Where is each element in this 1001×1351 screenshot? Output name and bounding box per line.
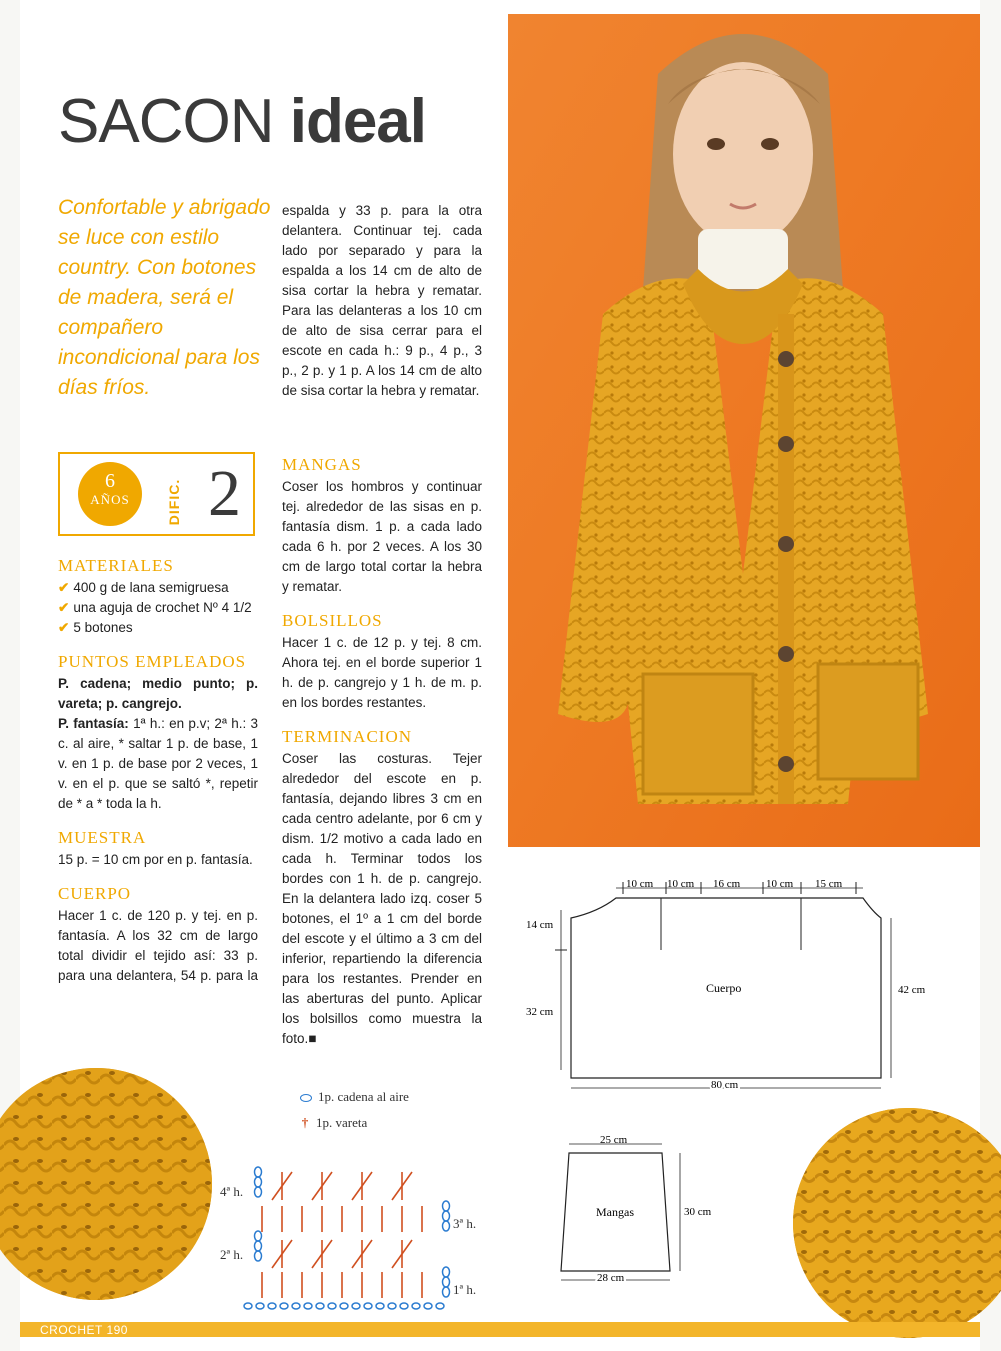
check-icon: ✔ [58, 620, 70, 635]
cuerpo-heading: CUERPO [58, 884, 132, 903]
intro-text: Confortable y abrigado se luce con estilo country. Con botones de madera, será el compañero incondicional para los días fríos. [58, 196, 271, 399]
puntos-basic: P. cadena; medio punto; p. vareta; p. cangrejo. [58, 676, 258, 711]
stitch-legend [300, 1086, 409, 1138]
cuerpo-label: Cuerpo [706, 981, 742, 995]
top-measure-1: 10 cm [626, 878, 654, 890]
puntos-fantasia [58, 714, 258, 814]
row-4-label: 4ª h. [220, 1184, 244, 1199]
title-bold: ideal [289, 87, 427, 156]
material-item: ✔ una aguja de crochet Nº 4 1/2 [58, 600, 252, 615]
age-unit: AÑOS [90, 492, 130, 507]
top-measure-5: 15 cm [815, 878, 843, 890]
cuerpo-continued: espalda y 33 p. para la otra delantera. Continuar tej. cada lado por separado y para la espalda a los 14 cm de alto de sisa cortar la hebra y rematar. Para las delanteras a los 10 cm de alto de sisa cerrar para el escote en cada h.: 9 p., 4 p., 3 p., 2 p. y 1 p. A los 14 cm de alto de sisa cortar la hebra y rematar. [282, 203, 482, 398]
terminacion-heading: TERMINACION [282, 727, 412, 746]
material-item: ✔ 5 botones [58, 620, 133, 635]
page-title [58, 86, 426, 157]
mangas-side-measure: 30 cm [684, 1206, 712, 1218]
model-photo [508, 14, 980, 847]
difficulty-label: DIFIC. [166, 478, 182, 526]
cuerpo-text: Hacer 1 c. de 120 p. y tej. en p. fantasía. A los 32 cm de largo total dividir el tejido así: 33 p. para una delantera, 54 p. para la [58, 908, 258, 983]
check-icon: ✔ [58, 580, 70, 595]
vareta-stitch-icon: † [301, 1115, 309, 1130]
chain-stitches [244, 1167, 450, 1309]
footer-bar [20, 1322, 980, 1337]
fantasia-text: 1ª h.: en p.v; 2ª h.: 3 c. al aire, * saltar 1 p. de base, 1 v. en 1 p. de base por 2 veces, 1 v. en el p. que se saltó *, repetir de * a * toda la h. [58, 716, 258, 811]
mangas-heading: MANGAS [282, 455, 362, 474]
materiales-heading: MATERIALES [58, 556, 174, 575]
left-bottom-measure: 32 cm [526, 1006, 554, 1018]
row-1-label: 1ª h. [453, 1282, 477, 1297]
fantasia-label: P. fantasía: [58, 716, 129, 731]
muestra-text: 15 p. = 10 cm por en p. fantasía. [58, 852, 253, 867]
mangas-label: Mangas [596, 1205, 634, 1219]
difficulty-badge [58, 452, 255, 536]
right-measure: 42 cm [898, 984, 926, 996]
age-circle [78, 462, 142, 526]
vareta-stitches [262, 1172, 422, 1298]
row-2-label: 2ª h. [220, 1247, 244, 1262]
mangas-top-measure: 25 cm [600, 1134, 628, 1146]
left-top-measure: 14 cm [526, 919, 554, 931]
photo-illustration [508, 14, 980, 847]
bolsillos-text: Hacer 1 c. de 12 p. y tej. 8 cm. Ahora tej. en el borde superior 1 h. de p. cangrejo y 1 h. de m. p. en los bordes restantes. [282, 635, 482, 710]
age-number: 6 [105, 470, 115, 492]
footer-text: CROCHET 190 [40, 1323, 128, 1337]
puntos-heading: PUNTOS EMPLEADOS [58, 652, 247, 671]
muestra-heading: MUESTRA [58, 828, 147, 847]
row-3-label: 3ª h. [453, 1216, 477, 1231]
top-measure-3: 16 cm [713, 878, 741, 890]
mangas-bottom-measure: 28 cm [597, 1272, 625, 1284]
top-measure-4: 10 cm [766, 878, 794, 890]
title-light: SACON [58, 87, 274, 156]
material-item: ✔ 400 g de lana semigruesa [58, 580, 229, 595]
column-left [58, 556, 258, 986]
chain-stitch-icon [300, 1094, 312, 1102]
bolsillos-heading: BOLSILLOS [282, 611, 383, 630]
check-icon: ✔ [58, 600, 70, 615]
terminacion-text: Coser las costuras. Tejer alrededor del escote en p. fantasía, dejando libres 3 cm en cada centro adelante, por 6 cm y dism. 1/2 motivo a cada lado en cada h. Terminar todos los bordes con 1 h. de p. cangrejo. En la delantera lado izq. coser 5 botones, el 1º a 1 cm del borde del escote y el último a 3 cm del inferior, repartiendo la diferencia para los restantes. Prender en las aberturas del punto. Aplicar los bolsillos como muestra la foto.■ [282, 751, 482, 1046]
legend-chain: 1p. cadena al aire [300, 1086, 409, 1112]
difficulty-value: 2 [208, 457, 241, 530]
stitch-chart [210, 1160, 500, 1320]
column-middle [282, 201, 482, 1049]
bottom-measure: 80 cm [711, 1079, 739, 1091]
top-measure-2: 10 cm [667, 878, 695, 890]
legend-vareta: † 1p. vareta [300, 1112, 409, 1138]
mangas-text: Coser los hombros y continuar tej. alrededor de las sisas en p. fantasía dism. 1 p. a cada lado cada 6 h. por 2 veces. A los 30 cm de largo total cortar la hebra y rematar. [282, 479, 482, 594]
